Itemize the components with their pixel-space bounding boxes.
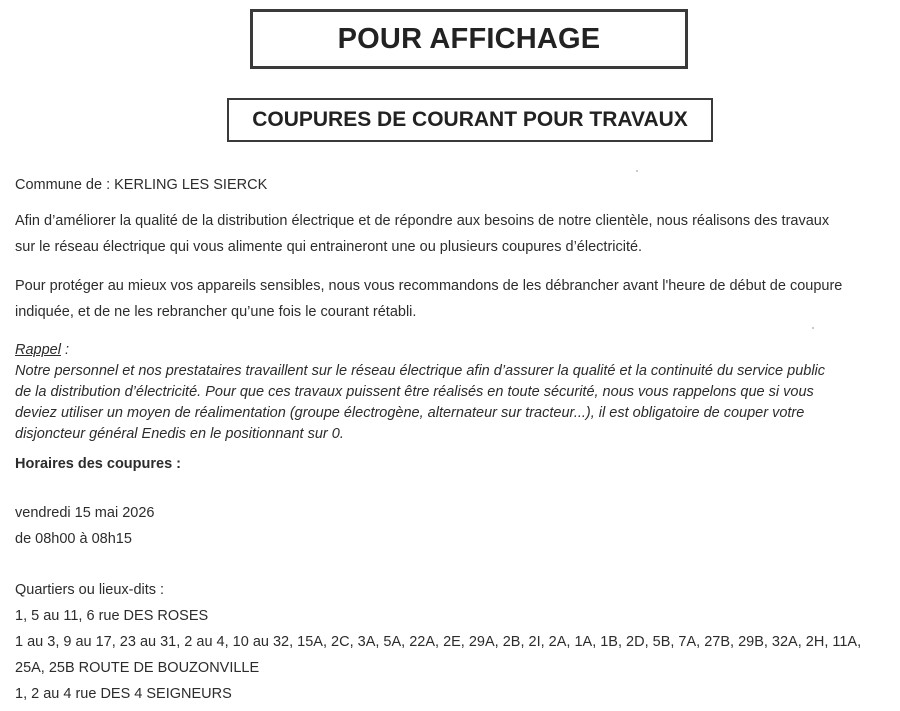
rappel-heading	[15, 340, 893, 361]
advice-line-2: indiquée, et de ne les rebrancher qu’une fois le courant rétabli.	[15, 304, 417, 320]
subtitle-box	[227, 98, 713, 142]
location-item: 25A, 25B ROUTE DE BOUZONVILLE	[15, 660, 260, 676]
page-subtitle: COUPURES DE COURANT POUR TRAVAUX	[252, 108, 688, 131]
rappel-line-4: disjoncteur général Enedis en le positionnant sur 0.	[15, 426, 344, 442]
scan-speck	[812, 327, 814, 329]
advice-line-1: Pour protéger au mieux vos appareils sensibles, nous vous recommandons de les débrancher avant l'heure de début de coupure	[15, 278, 843, 294]
page-title: POUR AFFICHAGE	[337, 22, 601, 55]
title-box	[250, 9, 688, 69]
scan-speck	[636, 170, 638, 172]
location-item: 1 au 3, 9 au 17, 23 au 31, 2 au 4, 10 au 32, 15A, 2C, 3A, 5A, 22A, 2E, 29A, 2B, 2I, 2A, 1A, 1B, 2D, 5B, 7A, 27B, 29B, 32A, 2H, 11A,	[15, 634, 862, 650]
commune-line: Commune de : KERLING LES SIERCK	[15, 177, 268, 193]
rappel-notice	[15, 340, 893, 445]
schedule-time: de 08h00 à 08h15	[15, 531, 132, 547]
schedule-date: vendredi 15 mai 2026	[15, 505, 155, 521]
rappel-colon: :	[60, 342, 70, 358]
location-item: 1, 5 au 11, 6 rue DES ROSES	[15, 608, 209, 624]
intro-line-1: Afin d’améliorer la qualité de la distribution électrique et de répondre aux besoins de notre clientèle, nous réalisons des travaux	[15, 213, 830, 229]
schedule-heading: Horaires des coupures :	[15, 456, 181, 472]
location-item: 1, 2 au 4 rue DES 4 SEIGNEURS	[15, 686, 232, 702]
rappel-line-1: Notre personnel et nos prestataires travaillent sur le réseau électrique afin d’assurer la qualité et la continuité du service public	[15, 363, 826, 379]
locations-heading: Quartiers ou lieux-dits :	[15, 582, 165, 598]
rappel-line-2: de la distribution d’électricité. Pour que ces travaux puissent être réalisés en toute sécurité, nous vous rappelons que si vous	[15, 384, 814, 400]
rappel-line-3: deviez utiliser un moyen de réalimentation (groupe électrogène, alternateur sur tracteur...), il est obligatoire de couper votre	[15, 405, 805, 421]
rappel-label: Rappel	[15, 342, 61, 358]
intro-line-2: sur le réseau électrique qui vous alimente qui entraineront une ou plusieurs coupures d’électricité.	[15, 239, 643, 255]
